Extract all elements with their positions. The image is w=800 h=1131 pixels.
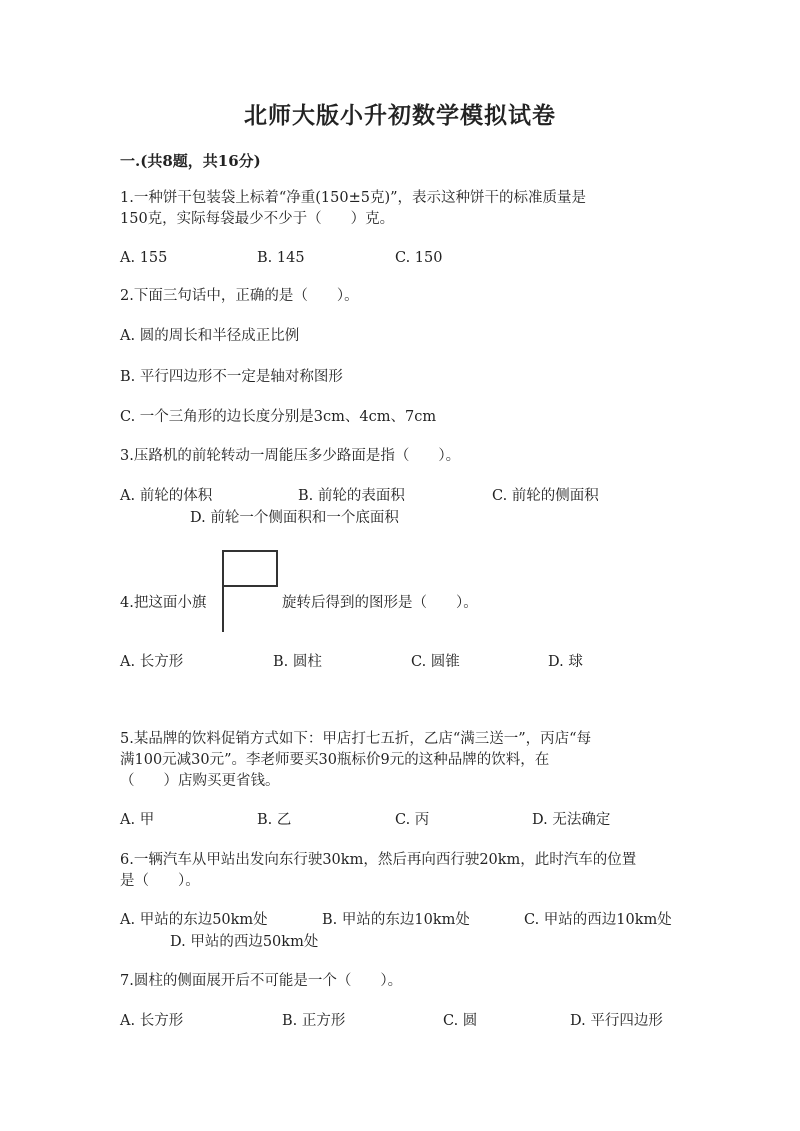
question-5-option-a: A. 甲 [120, 812, 155, 828]
question-6-option-c: C. 甲站的西边10km处 [524, 912, 672, 928]
question-6-option-a: A. 甲站的东边50km处 [120, 912, 268, 928]
question-1-option-c: C. 150 [395, 250, 443, 266]
question-7-option-c: C. 圆 [443, 1013, 478, 1029]
question-3-option-a: A. 前轮的体积 [120, 488, 213, 504]
question-2-line-1: 2.下面三句话中，正确的是（ ）。 [120, 288, 359, 304]
question-5-line-3: （ ）店购买更省钱。 [120, 773, 280, 789]
question-4-option-c: C. 圆锥 [411, 654, 460, 670]
question-2-option-a: A. 圆的周长和半径成正比例 [120, 328, 300, 344]
question-3-option-d: D. 前轮一个侧面积和一个底面积 [190, 510, 399, 526]
question-7-option-b: B. 正方形 [282, 1013, 346, 1029]
question-1-line-1: 1.一种饼干包装袋上标着“净重(150±5克)”，表示这种饼干的标准质量是 [120, 190, 587, 206]
question-6-line-2: 是（ ）。 [120, 873, 200, 889]
question-4-line-1: 4.把这面小旗 [120, 595, 207, 611]
flag-banner [223, 551, 277, 586]
question-1-option-b: B. 145 [257, 250, 305, 266]
question-5-line-2: 满100元减30元”。李老师要买30瓶标价9元的这种品牌的饮料，在 [120, 752, 550, 768]
question-5-option-c: C. 丙 [395, 812, 430, 828]
question-6-option-d: D. 甲站的西边50km处 [170, 934, 319, 950]
question-5-option-b: B. 乙 [257, 812, 292, 828]
question-4-option-b: B. 圆柱 [273, 654, 322, 670]
question-3-line-1: 3.压路机的前轮转动一周能压多少路面是指（ ）。 [120, 448, 461, 464]
question-5-line-1: 5.某品牌的饮料促销方式如下：甲店打七五折，乙店“满三送一”，丙店“每 [120, 731, 592, 747]
question-7-line-1: 7.圆柱的侧面展开后不可能是一个（ ）。 [120, 973, 403, 989]
question-2-option-b: B. 平行四边形不一定是轴对称图形 [120, 369, 343, 385]
question-3-option-c: C. 前轮的侧面积 [492, 488, 599, 504]
question-5-option-d: D. 无法确定 [532, 812, 611, 828]
question-7-option-d: D. 平行四边形 [570, 1013, 663, 1029]
question-4-option-a: A. 长方形 [120, 654, 184, 670]
question-3-option-b: B. 前轮的表面积 [298, 488, 405, 504]
question-7-option-a: A. 长方形 [120, 1013, 184, 1029]
flag-figure [218, 548, 282, 634]
question-1-line-2: 150克，实际每袋最少不少于（ ）克。 [120, 211, 395, 227]
question-4-option-d: D. 球 [548, 654, 583, 670]
question-1-option-a: A. 155 [120, 250, 168, 266]
section-heading: 一.(共8题，共16分) [120, 152, 261, 170]
question-6-line-1: 6.一辆汽车从甲站出发向东行驶30km，然后再向西行驶20km，此时汽车的位置 [120, 852, 637, 868]
question-6-option-b: B. 甲站的东边10km处 [322, 912, 470, 928]
question-2-option-c: C. 一个三角形的边长度分别是3cm、4cm、7cm [120, 409, 437, 425]
page-title: 北师大版小升初数学模拟试卷 [244, 102, 556, 129]
question-4-line-2: 旋转后得到的图形是（ ）。 [282, 595, 478, 611]
